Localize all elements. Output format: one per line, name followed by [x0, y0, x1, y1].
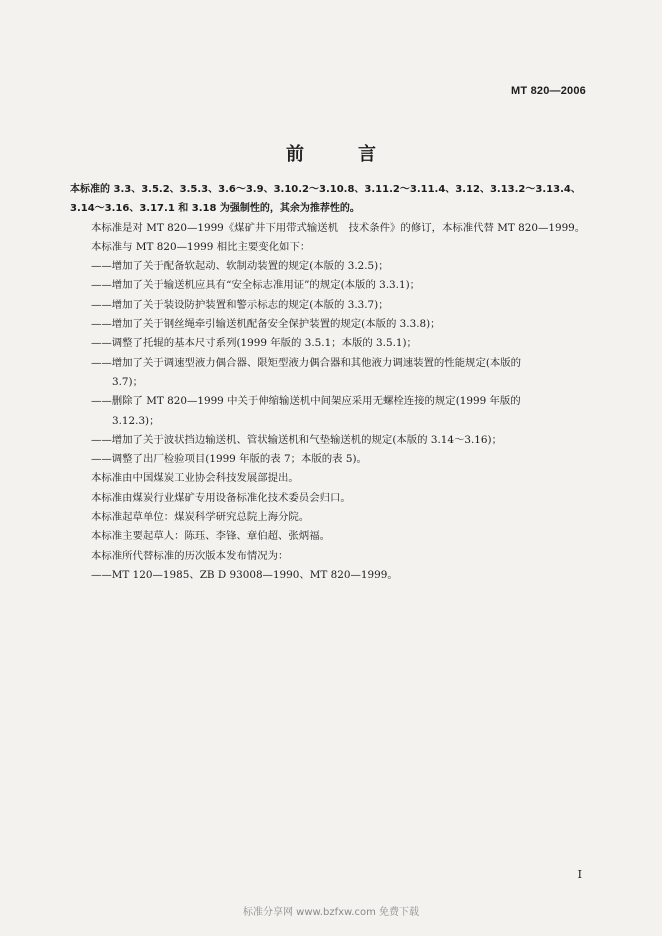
- standard-code: MT 820—2006: [511, 85, 586, 97]
- change-item: ——增加了关于钢丝绳牵引输送机配备安全保护装置的规定(本版的 3.3.8)；: [91, 318, 441, 331]
- foreword-body: [70, 180, 590, 585]
- centralized-by-paragraph: 本标准由煤炭行业煤矿专用设备标准化技术委员会归口。: [91, 491, 351, 504]
- change-item: ——调整了出厂检验项目(1999 年版的表 7；本版的表 5)。: [91, 453, 367, 466]
- history-item: ——MT 120—1985、ZB D 93008—1990、MT 820—1999。: [91, 568, 398, 581]
- changes-intro: 本标准与 MT 820—1999 相比主要变化如下：: [91, 240, 311, 253]
- drafters-paragraph: 本标准主要起草人：陈珏、李锋、章伯超、张炳福。: [91, 530, 330, 543]
- revision-paragraph: 本标准是对 MT 820—1999《煤矿井下用带式输送机 技术条件》的修订，本标准代替 MT 820—1999。: [91, 221, 586, 234]
- change-item: [70, 392, 590, 431]
- change-item: ——增加了关于装设防护装置和警示标志的规定(本版的 3.3.7)；: [91, 298, 389, 311]
- mandatory-clauses-paragraph: 本标准的 3.3、3.5.2、3.5.3、3.6～3.9、3.10.2～3.10.8、3.11.2～3.11.4、3.12、3.13.2～3.13.4、3.14～3.16、3.17.1 和 3.18 为强制性的，其余为推荐性的。: [70, 184, 581, 215]
- change-item: ——增加了关于波状挡边输送机、管状输送机和气垫输送机的规定(本版的 3.14～3.16)；: [91, 433, 502, 446]
- change-item-line2: 3.7)；: [112, 375, 143, 388]
- change-item: ——增加了关于配备软起动、软制动装置的规定(本版的 3.2.5)；: [91, 260, 389, 273]
- page-number: I: [577, 868, 582, 881]
- change-item: ——增加了关于输送机应具有“安全标志准用证”的规定(本版的 3.3.1)；: [91, 279, 421, 292]
- change-item: [70, 354, 590, 393]
- site-watermark: 标准分享网 www.bzfxw.com 免费下载: [243, 907, 419, 918]
- change-item-line2: 3.12.3)；: [112, 414, 160, 427]
- page-title: 前 言: [286, 144, 394, 165]
- drafting-unit-paragraph: 本标准起草单位：煤炭科学研究总院上海分院。: [91, 511, 310, 524]
- change-item-line1: ——删除了 MT 820—1999 中关于伸缩输送机中间架应采用无螺栓连接的规定(1999 年版的: [91, 395, 521, 408]
- change-item: ——调整了托辊的基本尺寸系列(1999 年版的 3.5.1；本版的 3.5.1)；: [91, 337, 417, 350]
- history-intro: 本标准所代替标准的历次版本发布情况为：: [91, 549, 289, 562]
- proposer-paragraph: 本标准由中国煤炭工业协会科技发展部提出。: [91, 472, 299, 485]
- change-item-line1: ——增加了关于调速型液力偶合器、限矩型液力偶合器和其他液力调速装置的性能规定(本版的: [91, 356, 522, 369]
